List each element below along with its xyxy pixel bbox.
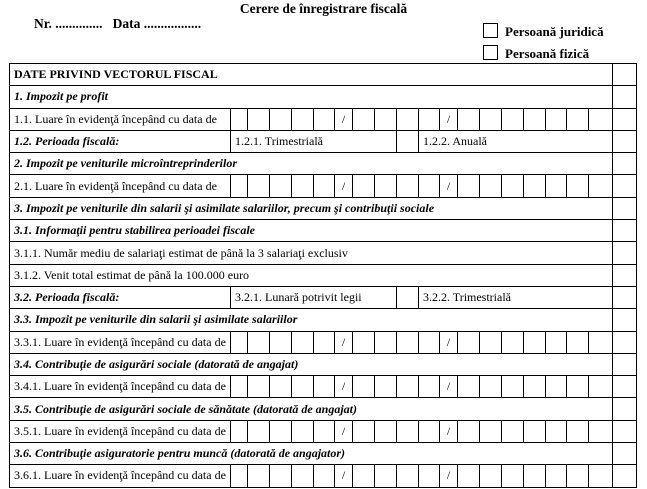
- criterion-checkbox[interactable]: [613, 264, 637, 286]
- date-digit-box[interactable]: [292, 175, 314, 197]
- date-separator: /: [440, 108, 458, 130]
- date-digit-box[interactable]: [314, 331, 335, 353]
- date-digit-box[interactable]: [458, 376, 480, 398]
- date-digit-box[interactable]: [248, 376, 270, 398]
- date-separator: /: [335, 331, 353, 353]
- form-row: [10, 86, 637, 108]
- date-digit-box[interactable]: [397, 108, 419, 130]
- section-heading: 2. Impozit pe veniturile microîntreprinderilor: [10, 153, 613, 175]
- date-digit-box[interactable]: [353, 331, 375, 353]
- number-date-line: Nr. .............. Data .................: [34, 16, 202, 31]
- form-row: [10, 153, 637, 175]
- date-digit-box[interactable]: [613, 108, 637, 130]
- date-digit-box[interactable]: [502, 420, 524, 442]
- date-digit-box[interactable]: [458, 420, 480, 442]
- period-option-b: 3.2.2. Trimestrială: [419, 286, 613, 308]
- form-row: [10, 264, 637, 286]
- criterion-label: 3.1.2. Venit total estimat de până la 100.000 euro: [10, 264, 613, 286]
- date-digit-box[interactable]: [480, 420, 502, 442]
- criterion-label: 3.1.1. Număr mediu de salariaţi estimat de până la 3 salariaţi exclusiv: [10, 242, 613, 264]
- date-digit-box[interactable]: [375, 465, 397, 487]
- section-title: DATE PRIVIND VECTORUL FISCAL: [10, 64, 613, 86]
- date-digit-box[interactable]: [248, 331, 270, 353]
- value-box[interactable]: [613, 309, 637, 331]
- section-heading: 1. Impozit pe profit: [10, 86, 613, 108]
- date-digit-box[interactable]: [502, 331, 524, 353]
- date-digit-box[interactable]: [353, 175, 375, 197]
- date-separator: /: [335, 465, 353, 487]
- period-option-a-checkbox[interactable]: [397, 130, 419, 152]
- date-digit-box[interactable]: [419, 420, 440, 442]
- date-digit-box[interactable]: [375, 175, 397, 197]
- date-separator: /: [440, 175, 458, 197]
- section-heading: 3.5. Contribuţie de asigurări sociale de sănătate (datorată de angajat): [10, 398, 613, 420]
- date-digit-box[interactable]: [589, 376, 613, 398]
- form-title: Cerere de înregistrare fiscală: [239, 1, 408, 16]
- date-digit-box[interactable]: [375, 331, 397, 353]
- date-digit-box[interactable]: [248, 175, 270, 197]
- date-label: 3.6.1. Luare în evidenţă începând cu data de: [10, 465, 231, 487]
- date-digit-box[interactable]: [613, 331, 637, 353]
- date-digit-box[interactable]: [231, 376, 248, 398]
- date-digit-box[interactable]: [480, 465, 502, 487]
- date-digit-box[interactable]: [502, 376, 524, 398]
- date-digit-box[interactable]: [502, 108, 524, 130]
- date-digit-box[interactable]: [458, 465, 480, 487]
- value-box[interactable]: [613, 197, 637, 219]
- value-box[interactable]: [613, 153, 637, 175]
- date-digit-box[interactable]: [397, 420, 419, 442]
- period-option-b-checkbox[interactable]: [613, 286, 637, 308]
- date-digit-box[interactable]: [419, 465, 440, 487]
- form-row: [10, 331, 637, 353]
- form-row: [10, 465, 637, 487]
- date-digit-box[interactable]: [314, 175, 335, 197]
- value-box[interactable]: [613, 443, 637, 465]
- date-separator: /: [335, 108, 353, 130]
- section-heading: 3.3. Impozit pe veniturile din salarii şi asimilate salariilor: [10, 309, 613, 331]
- date-digit-box[interactable]: [375, 420, 397, 442]
- form-row: [10, 376, 637, 398]
- date-digit-box[interactable]: [546, 465, 567, 487]
- date-digit-box[interactable]: [292, 465, 314, 487]
- date-digit-box[interactable]: [567, 108, 589, 130]
- date-digit-box[interactable]: [375, 376, 397, 398]
- date-digit-box[interactable]: [458, 108, 480, 130]
- date-digit-box[interactable]: [270, 108, 292, 130]
- period-option-a-checkbox[interactable]: [397, 286, 419, 308]
- date-digit-box[interactable]: [524, 465, 546, 487]
- form-row: [10, 197, 637, 219]
- date-label: 2.1. Luare în evidenţă începând cu data de: [10, 175, 231, 197]
- date-digit-box[interactable]: [546, 331, 567, 353]
- date-digit-box[interactable]: [248, 465, 270, 487]
- date-digit-box[interactable]: [314, 108, 335, 130]
- fiscal-vector-table: [9, 63, 637, 488]
- date-digit-box[interactable]: [613, 420, 637, 442]
- date-digit-box[interactable]: [589, 175, 613, 197]
- period-option-a: 1.2.1. Trimestrială: [231, 130, 397, 152]
- date-digit-box[interactable]: [480, 175, 502, 197]
- date-digit-box[interactable]: [270, 331, 292, 353]
- date-digit-box[interactable]: [270, 465, 292, 487]
- date-digit-box[interactable]: [524, 376, 546, 398]
- period-option-b-checkbox[interactable]: [613, 130, 637, 152]
- period-option-b: 1.2.2. Anuală: [419, 130, 613, 152]
- date-digit-box[interactable]: [567, 376, 589, 398]
- date-digit-box[interactable]: [589, 465, 613, 487]
- date-digit-box[interactable]: [524, 420, 546, 442]
- date-digit-box[interactable]: [231, 331, 248, 353]
- value-box[interactable]: [613, 64, 637, 86]
- date-digit-box[interactable]: [314, 420, 335, 442]
- date-digit-box[interactable]: [613, 465, 637, 487]
- date-digit-box[interactable]: [480, 331, 502, 353]
- section-heading: 3. Impozit pe veniturile din salarii şi asimilate salariilor, precum şi contribuţii sociale: [10, 197, 613, 219]
- form-row: [10, 353, 637, 375]
- date-digit-box[interactable]: [397, 465, 419, 487]
- date-separator: /: [440, 465, 458, 487]
- date-separator: /: [335, 420, 353, 442]
- period-option-a: 3.2.1. Lunară potrivit legii: [231, 286, 397, 308]
- date-digit-box[interactable]: [353, 420, 375, 442]
- date-digit-box[interactable]: [546, 175, 567, 197]
- date-digit-box[interactable]: [524, 331, 546, 353]
- value-box[interactable]: [613, 353, 637, 375]
- date-digit-box[interactable]: [270, 175, 292, 197]
- legal-person-checkbox[interactable]: [483, 23, 498, 38]
- date-digit-box[interactable]: [248, 420, 270, 442]
- section-heading: 3.1. Informaţii pentru stabilirea perioadei fiscale: [10, 220, 613, 242]
- value-box[interactable]: [613, 86, 637, 108]
- form-row: [10, 443, 637, 465]
- date-digit-box[interactable]: [589, 108, 613, 130]
- natural-person-label: Persoană fizică: [505, 46, 590, 61]
- form-row: [10, 398, 637, 420]
- form-row: [10, 130, 637, 152]
- date-digit-box[interactable]: [546, 376, 567, 398]
- date-digit-box[interactable]: [589, 420, 613, 442]
- natural-person-checkbox[interactable]: [483, 45, 498, 60]
- date-digit-box[interactable]: [419, 108, 440, 130]
- legal-person-label: Persoană juridică: [505, 24, 604, 39]
- date-digit-box[interactable]: [314, 376, 335, 398]
- date-digit-box[interactable]: [292, 331, 314, 353]
- section-heading: 3.4. Contribuţie de asigurări sociale (datorată de angajat): [10, 353, 613, 375]
- date-digit-box[interactable]: [524, 108, 546, 130]
- date-label: 3.5.1. Luare în evidenţă începând cu data de: [10, 420, 231, 442]
- date-digit-box[interactable]: [480, 376, 502, 398]
- form-row: [10, 220, 637, 242]
- date-digit-box[interactable]: [480, 108, 502, 130]
- date-digit-box[interactable]: [419, 175, 440, 197]
- date-digit-box[interactable]: [397, 376, 419, 398]
- date-digit-box[interactable]: [231, 465, 248, 487]
- date-digit-box[interactable]: [524, 175, 546, 197]
- date-digit-box[interactable]: [231, 108, 248, 130]
- date-digit-box[interactable]: [613, 376, 637, 398]
- date-digit-box[interactable]: [546, 420, 567, 442]
- date-digit-box[interactable]: [589, 331, 613, 353]
- date-digit-box[interactable]: [397, 175, 419, 197]
- form-row: [10, 286, 637, 308]
- date-digit-box[interactable]: [353, 376, 375, 398]
- date-digit-box[interactable]: [270, 376, 292, 398]
- date-digit-box[interactable]: [353, 108, 375, 130]
- date-digit-box[interactable]: [567, 331, 589, 353]
- date-digit-box[interactable]: [231, 420, 248, 442]
- date-separator: /: [335, 376, 353, 398]
- date-digit-box[interactable]: [502, 175, 524, 197]
- value-box[interactable]: [613, 220, 637, 242]
- form-row: [10, 420, 637, 442]
- date-label: 3.4.1. Luare în evidenţă începând cu data de: [10, 376, 231, 398]
- date-digit-box[interactable]: [292, 108, 314, 130]
- date-digit-box[interactable]: [502, 465, 524, 487]
- period-label: 1.2. Perioada fiscală:: [10, 130, 231, 152]
- date-digit-box[interactable]: [613, 175, 637, 197]
- date-separator: /: [440, 331, 458, 353]
- form-row: [10, 242, 637, 264]
- period-label: 3.2. Perioada fiscală:: [10, 286, 231, 308]
- date-digit-box[interactable]: [567, 465, 589, 487]
- date-digit-box[interactable]: [567, 175, 589, 197]
- date-digit-box[interactable]: [248, 108, 270, 130]
- date-digit-box[interactable]: [314, 465, 335, 487]
- value-box[interactable]: [613, 398, 637, 420]
- date-separator: /: [440, 376, 458, 398]
- date-separator: /: [335, 175, 353, 197]
- date-label: 3.3.1. Luare în evidenţă începând cu data de: [10, 331, 231, 353]
- form-row: [10, 175, 637, 197]
- date-digit-box[interactable]: [353, 465, 375, 487]
- date-digit-box[interactable]: [458, 175, 480, 197]
- date-digit-box[interactable]: [567, 420, 589, 442]
- date-digit-box[interactable]: [292, 376, 314, 398]
- section-heading: 3.6. Contribuţie asiguratorie pentru muncă (datorată de angajator): [10, 443, 613, 465]
- date-digit-box[interactable]: [292, 420, 314, 442]
- date-digit-box[interactable]: [375, 108, 397, 130]
- date-digit-box[interactable]: [397, 331, 419, 353]
- form-row: [10, 309, 637, 331]
- date-digit-box[interactable]: [231, 175, 248, 197]
- date-digit-box[interactable]: [270, 420, 292, 442]
- date-digit-box[interactable]: [419, 376, 440, 398]
- form-row: [10, 108, 637, 130]
- date-digit-box[interactable]: [419, 331, 440, 353]
- date-separator: /: [440, 420, 458, 442]
- date-digit-box[interactable]: [458, 331, 480, 353]
- date-label: 1.1. Luare în evidenţă începând cu data de: [10, 108, 231, 130]
- criterion-checkbox[interactable]: [613, 242, 637, 264]
- date-digit-box[interactable]: [546, 108, 567, 130]
